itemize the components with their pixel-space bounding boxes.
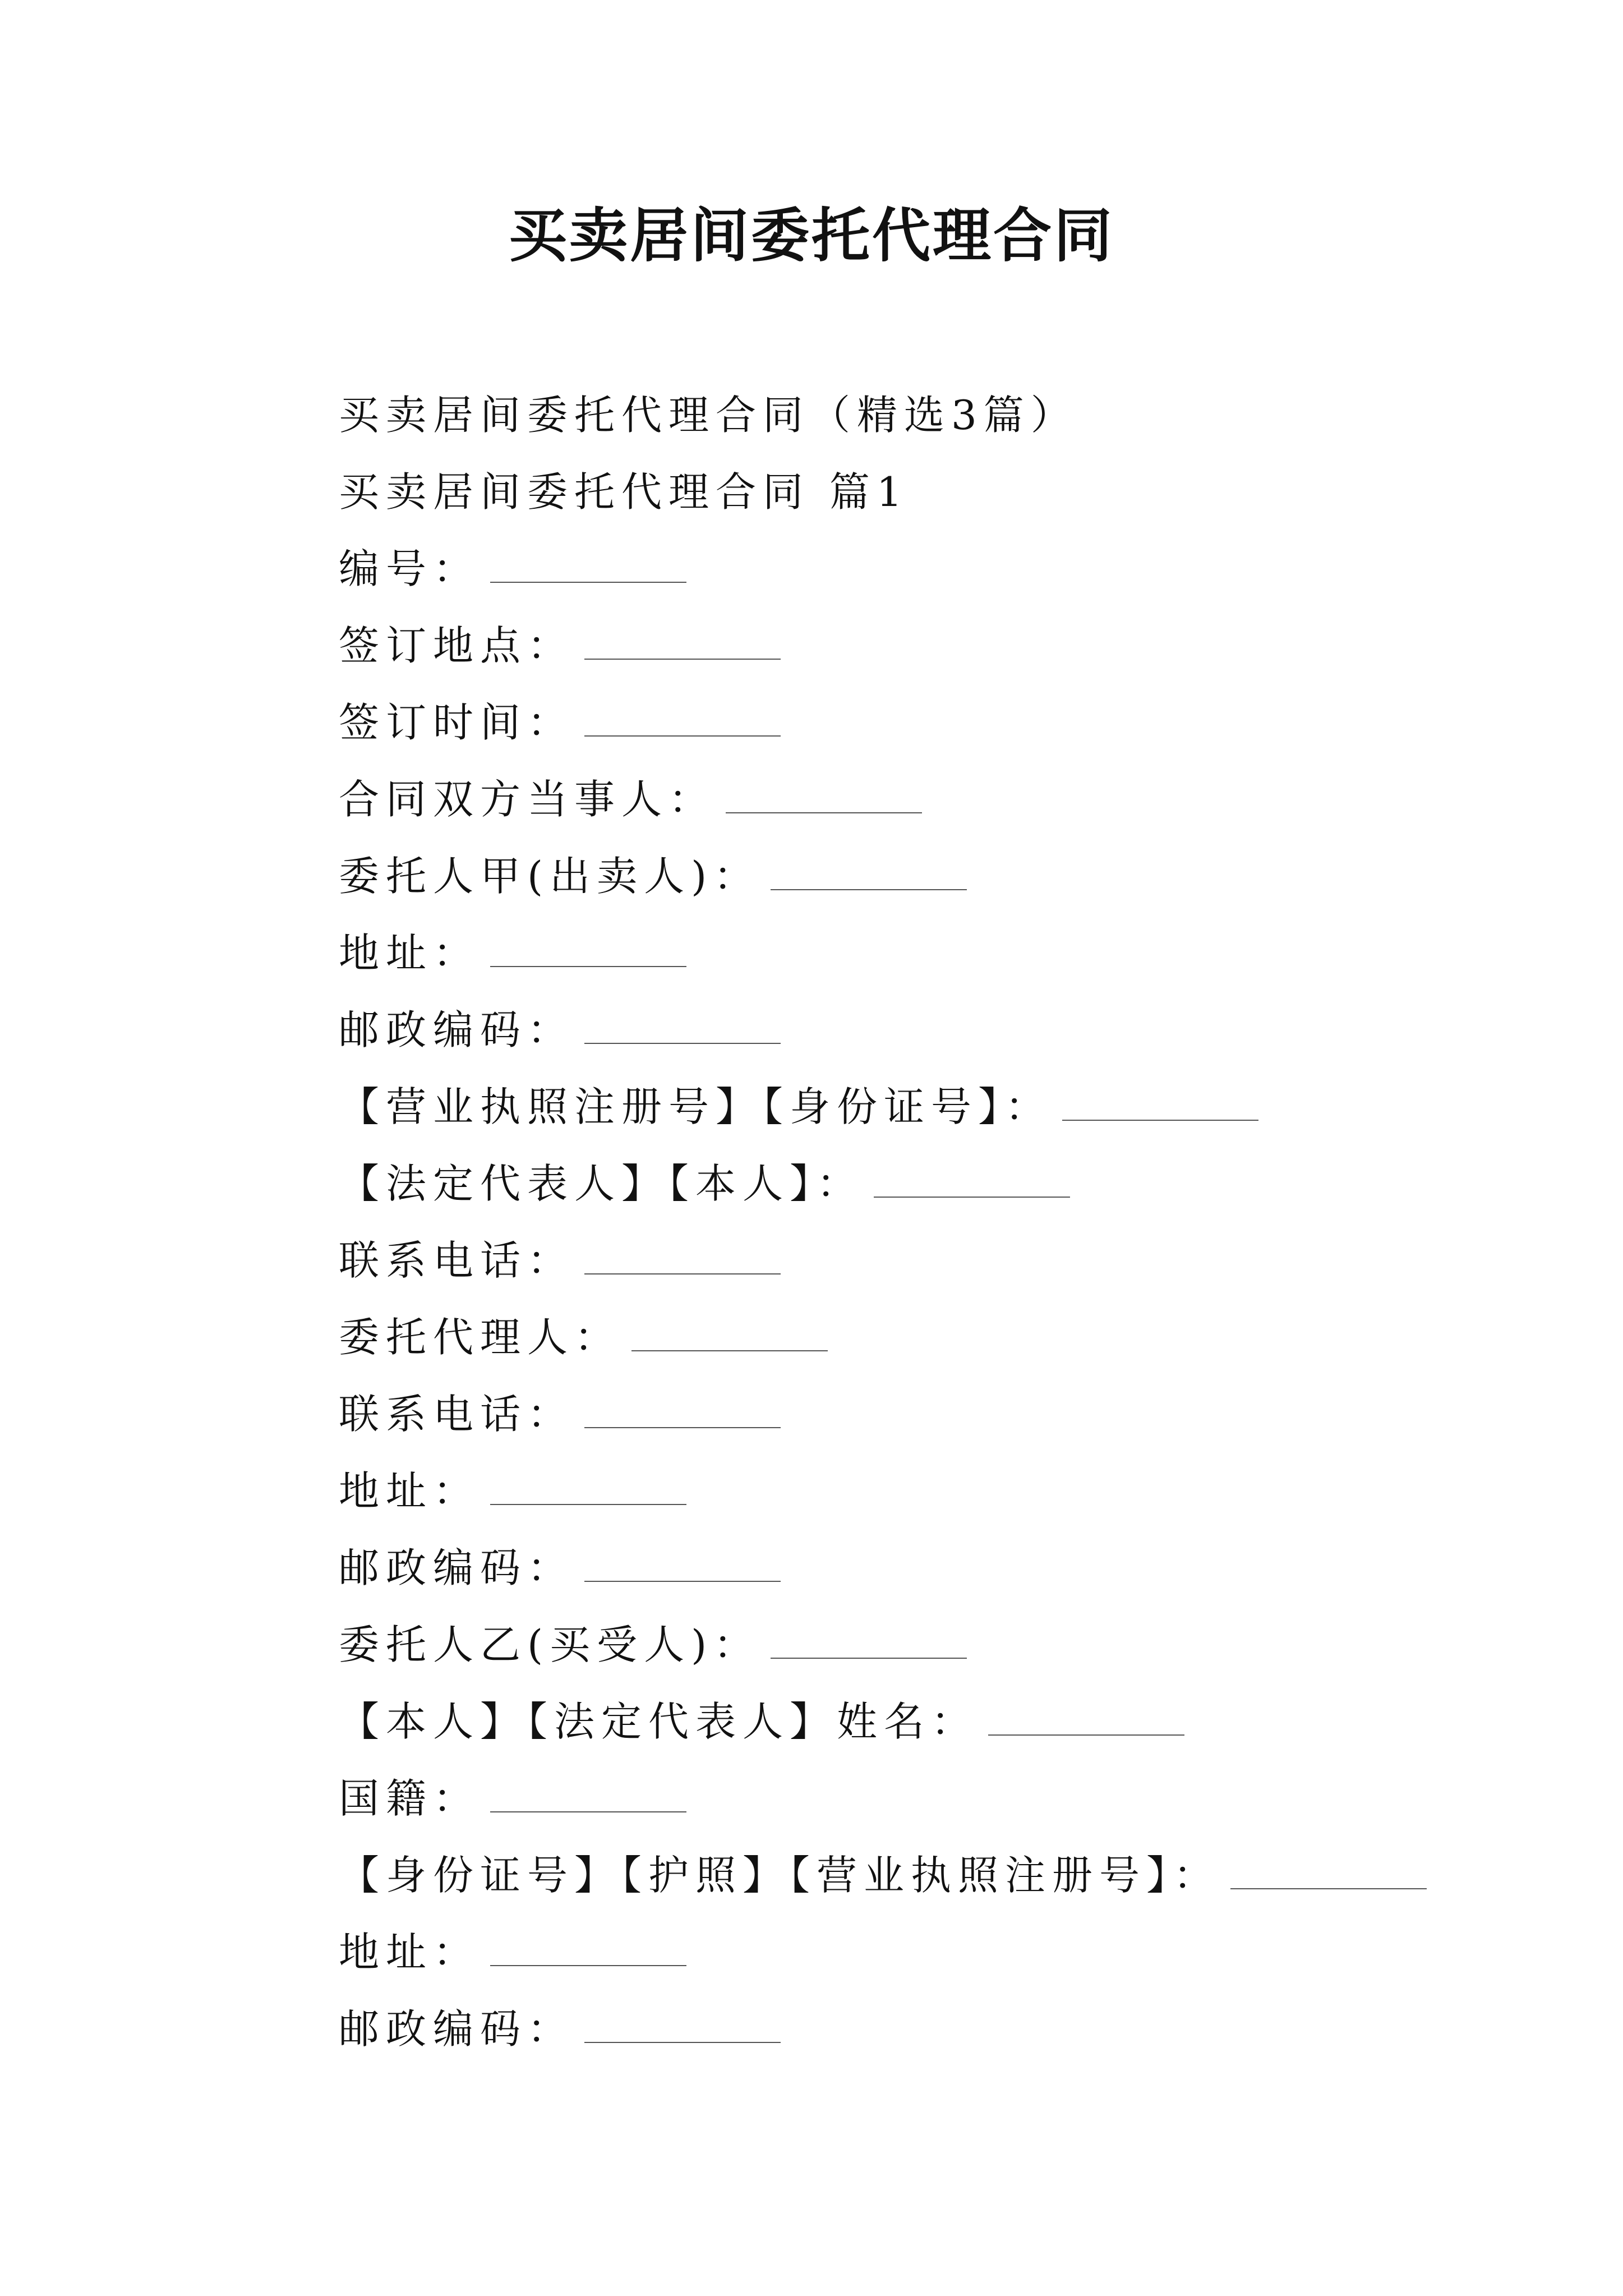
document-title: 买卖居间委托代理合同	[508, 201, 1114, 270]
field-principal-a-seller	[339, 838, 1516, 915]
field-signing-place	[339, 608, 1516, 684]
field-label: 签订时间：	[339, 699, 575, 746]
field-label: 联系电话：	[339, 1391, 575, 1438]
field-label: 地址：	[339, 930, 481, 977]
fill-in-blank	[631, 1348, 828, 1351]
field-label: 地址：	[339, 1929, 481, 1976]
field-agent-phone	[339, 1376, 1516, 1453]
field-label: 【营业执照注册号】【身份证号】：	[339, 1083, 1053, 1130]
field-label: 委托人甲(出卖人)：	[339, 853, 761, 900]
field-label: 地址：	[339, 1467, 481, 1515]
fill-in-blank	[771, 887, 967, 890]
doc-line-section-heading	[339, 454, 1516, 531]
fill-in-blank	[584, 656, 781, 660]
field-number	[339, 531, 1516, 608]
line-text: 买卖居间委托代理合同（精选3篇）	[339, 392, 1078, 439]
field-label: 邮政编码：	[339, 2005, 575, 2053]
fill-in-blank	[988, 1732, 1184, 1736]
field-agent-address	[339, 1453, 1516, 1530]
fill-in-blank	[771, 1655, 967, 1659]
fill-in-blank	[874, 1194, 1070, 1198]
fill-in-blank	[490, 579, 686, 583]
fill-in-blank	[584, 1041, 781, 1044]
field-principal-b-buyer	[339, 1607, 1516, 1683]
fill-in-blank	[584, 1579, 781, 1582]
field-label: 国籍：	[339, 1775, 481, 1822]
fill-in-blank	[1230, 1886, 1427, 1889]
field-label: 签订地点：	[339, 622, 575, 669]
fill-in-blank	[490, 1963, 686, 1966]
field-license-id-a	[339, 1069, 1516, 1145]
doc-line-collection-title	[339, 377, 1516, 454]
field-parties	[339, 761, 1516, 838]
document-body	[339, 377, 1516, 2068]
field-label: 邮政编码：	[339, 1006, 575, 1053]
field-nationality-b	[339, 1760, 1516, 1837]
field-label: 联系电话：	[339, 1237, 575, 1284]
field-address-b	[339, 1914, 1516, 1991]
field-address-a	[339, 915, 1516, 992]
fill-in-blank	[584, 2040, 781, 2043]
field-label: 委托人乙(买受人)：	[339, 1621, 761, 1668]
field-label: 编号：	[339, 545, 481, 592]
field-phone-a	[339, 1222, 1516, 1299]
field-name-b	[339, 1683, 1516, 1760]
line-text: 买卖居间委托代理合同 篇1	[339, 468, 909, 516]
fill-in-blank	[490, 1502, 686, 1505]
field-label: 委托代理人：	[339, 1314, 622, 1361]
field-agent	[339, 1299, 1516, 1376]
fill-in-blank	[726, 810, 922, 813]
fill-in-blank	[584, 1271, 781, 1274]
field-label: 邮政编码：	[339, 1544, 575, 1591]
field-label: 【法定代表人】【本人】：	[339, 1160, 864, 1207]
field-signing-time	[339, 684, 1516, 761]
field-agent-postcode	[339, 1530, 1516, 1607]
fill-in-blank	[584, 1425, 781, 1428]
fill-in-blank	[584, 733, 781, 737]
field-postcode-a	[339, 992, 1516, 1069]
field-legal-rep-a	[339, 1145, 1516, 1222]
fill-in-blank	[1062, 1117, 1258, 1121]
fill-in-blank	[490, 1809, 686, 1812]
field-label: 【本人】【法定代表人】姓名：	[339, 1698, 979, 1745]
fill-in-blank	[490, 964, 686, 967]
field-id-passport-b	[339, 1837, 1516, 1914]
field-postcode-b	[339, 1991, 1516, 2068]
field-label: 合同双方当事人：	[339, 776, 716, 823]
field-label: 【身份证号】【护照】【营业执照注册号】：	[339, 1852, 1221, 1899]
